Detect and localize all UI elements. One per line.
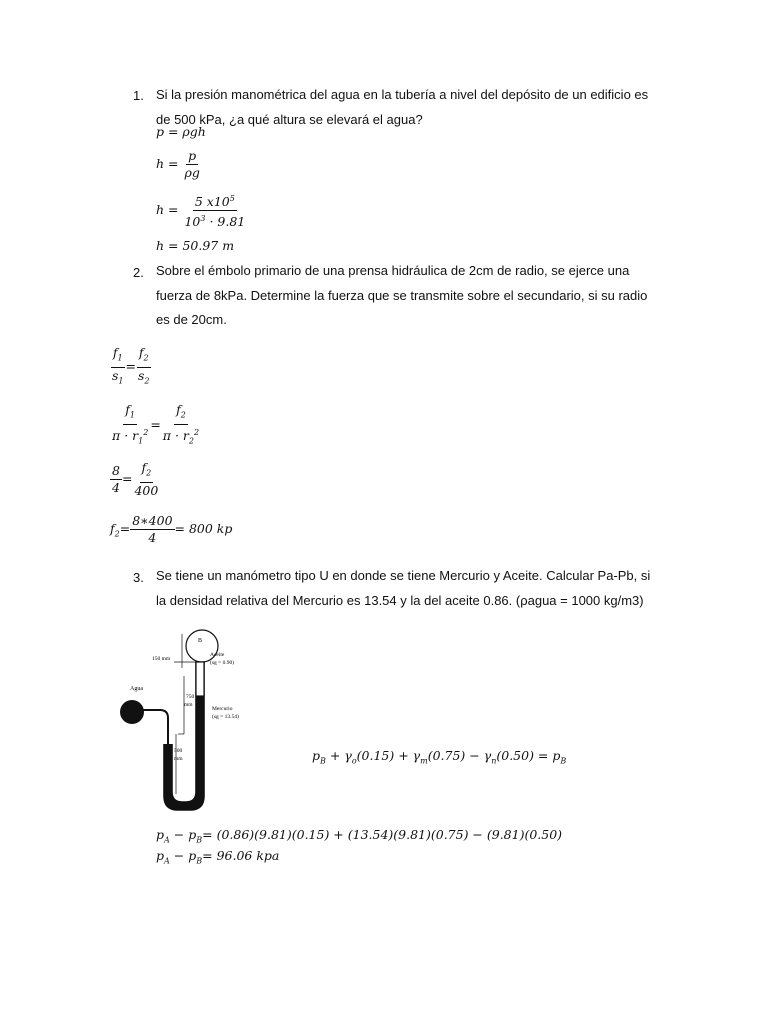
q2-eqD-num: 8∗400 <box>132 513 173 528</box>
q2-number: 2. <box>133 265 144 280</box>
q2-eqC-equals: = <box>121 470 133 486</box>
q3-eq-main <box>312 748 566 766</box>
q1-eq3-num-base: 5 x10 <box>194 194 230 210</box>
q1-eq2-lhs: h = <box>156 156 179 171</box>
q3-eq-main-rest: + γ <box>329 748 352 763</box>
q3-eq-main-sub: B <box>320 756 326 766</box>
q1-eq3 <box>156 192 247 229</box>
q2-eqB-dp2: 2 <box>194 427 200 437</box>
q2-eqA-frac1 <box>110 346 126 388</box>
q2-eqA-ds2: 2 <box>144 376 150 385</box>
q2-eqB-frac1 <box>110 403 150 448</box>
q1-text <box>156 83 666 132</box>
q2-eqB-equals: = <box>150 417 161 433</box>
q3-eq-r1-rest: = (0.86)(9.81)(0.15) + (13.54)(9.81)(0.75) − (9.81)(0.50) <box>202 827 563 842</box>
q3-eq-main-o: o <box>351 756 357 766</box>
q2-eqC-n1: 8 <box>112 462 120 478</box>
q2-eqD-lhs-sub: 2 <box>114 529 120 539</box>
label-aceite: Aceite <box>210 652 225 658</box>
q3-eq-r2-mid: − p <box>173 848 197 863</box>
q2-eqB-dp1: 2 <box>143 427 149 437</box>
label-750-mm: mm <box>184 702 193 708</box>
q2-eqD-rhs: = 800 kp <box>174 521 233 536</box>
q1-eq2-num: p <box>188 148 197 163</box>
q2-eqC-d2: 400 <box>134 482 159 498</box>
q2-eqB-n1: f <box>125 402 130 417</box>
q2-eqC-n2: f <box>141 460 147 475</box>
q3-eq-r1-a: A <box>164 835 170 845</box>
q2-eqC-s2: 2 <box>146 468 152 478</box>
q2-eqA-equals: = <box>125 358 136 374</box>
q3-eq-main-t2: (0.75) − γ <box>427 748 492 763</box>
q3-eq-r1-p: p <box>156 827 165 842</box>
q2-eqA-d1: s <box>112 367 119 383</box>
q2-eqB-ds2: 2 <box>188 436 195 446</box>
u-tube-manometer-figure <box>112 624 302 816</box>
q1-eq3-den-rest: · 9.81 <box>209 214 246 230</box>
q2-text <box>156 259 666 333</box>
label-750: 750 <box>186 694 195 700</box>
pipe-a-icon <box>120 700 144 724</box>
q2-eqC-frac2 <box>132 461 160 498</box>
q1-eq2-fraction <box>182 149 201 180</box>
q3-eq-main-m: m <box>420 756 428 766</box>
q2-eqD-lhs: f <box>110 521 115 536</box>
q2-eqB-ds1: 1 <box>138 436 144 446</box>
q2-eqB-n2: f <box>176 402 181 417</box>
q3-line2: la densidad relativa del Mercurio es 13.54 y la del aceite 0.86. (ρagua = 1000 kg/m3) <box>156 592 644 608</box>
q2-eqA-ds1: 1 <box>118 376 124 385</box>
label-mercurio: Mercurio <box>212 706 233 712</box>
q1-eq3-den-base: 10 <box>184 214 201 230</box>
label-aceite-sg: (sg = 0.90) <box>210 660 235 666</box>
q3-number: 3. <box>133 570 144 585</box>
q3-eq-r2-a: A <box>164 856 170 866</box>
q2-line3: es de 20cm. <box>156 312 227 327</box>
q1-eq3-den <box>182 211 247 229</box>
q1-line2: de 500 kPa, ¿a qué altura se elevará el agua? <box>156 111 423 127</box>
q3-eq-r2-p: p <box>156 848 165 863</box>
q2-eqB-s1: 1 <box>129 410 136 420</box>
q2-eqA-n1: f <box>112 345 118 360</box>
q2-eqD-fraction <box>130 514 174 545</box>
q2-eqD-den: 4 <box>148 530 157 545</box>
label-agua: Agua <box>130 686 143 692</box>
label-b: B <box>198 638 203 644</box>
label-500: 500 <box>174 748 183 754</box>
q2-eqA-s2: 2 <box>143 353 149 363</box>
q2-eqB <box>110 403 201 448</box>
q2-eqA-s1: 1 <box>117 353 123 363</box>
q3-eq-r2-rest: = 96.06 kpa <box>202 848 280 863</box>
q3-eq-main-b2: B <box>560 756 567 766</box>
q1-eq2 <box>156 149 202 180</box>
q1-eq3-lhs: h = <box>156 202 179 218</box>
q2-eqB-d1: π · r <box>112 427 139 443</box>
q2-line2: fuerza de 8kPa. Determine la fuerza que se transmite sobre el secundario, si su radio <box>156 287 648 303</box>
q2-eqC-d1: 4 <box>112 479 120 495</box>
q2-eqD-equals: = <box>119 521 131 536</box>
q3-eq-main-n: n <box>491 756 497 766</box>
q3-eq-main-t1: (0.15) + γ <box>356 748 421 763</box>
q1-eq3-fraction <box>182 192 247 229</box>
q2-eqC <box>110 461 160 498</box>
q3-line1: Se tiene un manómetro tipo U en donde se tiene Mercurio y Aceite. Calcular Pa-Pb, si <box>156 568 651 583</box>
q3-eq-main-p: p <box>312 748 321 763</box>
q1-line1: Si la presión manométrica del agua en la tubería a nivel del depósito de un edificio es <box>156 87 649 102</box>
q2-line1: Sobre el émbolo primario de una prensa hidráulica de 2cm de radio, se ejerce una <box>156 263 630 278</box>
q1-number: 1. <box>133 88 144 103</box>
q2-eqA-frac2 <box>136 346 152 388</box>
q1-eq2-den: ρg <box>184 165 200 180</box>
q3-eq-r2 <box>156 848 279 866</box>
q3-eq-r1-b: B <box>196 835 203 845</box>
q2-eqD <box>110 514 232 545</box>
q2-eqB-d2: π · r <box>162 427 189 443</box>
q1-eq3-num <box>193 192 237 211</box>
q1-eq1: p = ρgh <box>156 124 206 139</box>
label-500-mm: mm <box>174 756 183 762</box>
oil-column <box>196 662 204 696</box>
q2-eqA-d2: s <box>138 367 145 383</box>
q2-eqC-frac1 <box>110 464 122 495</box>
q2-eqA <box>110 346 152 388</box>
q1-eq3-num-exp: 5 <box>229 194 235 203</box>
q2-eqA-n2: f <box>138 345 144 360</box>
q1-eq4: h = 50.97 m <box>156 238 235 253</box>
q2-eqB-frac2 <box>161 403 201 448</box>
q3-eq-r1 <box>156 827 562 845</box>
q3-eq-r2-b: B <box>196 856 203 866</box>
q1-eq3-den-exp: 3 <box>200 214 206 224</box>
q2-eqB-s2: 2 <box>180 410 186 420</box>
label-mercurio-sg: (sg = 13.54) <box>212 714 239 720</box>
q3-eq-r1-mid: − p <box>173 827 197 842</box>
q3-text <box>156 564 676 613</box>
label-150mm: 150 mm <box>152 656 171 662</box>
q3-eq-main-t3: (0.50) = p <box>496 748 561 763</box>
